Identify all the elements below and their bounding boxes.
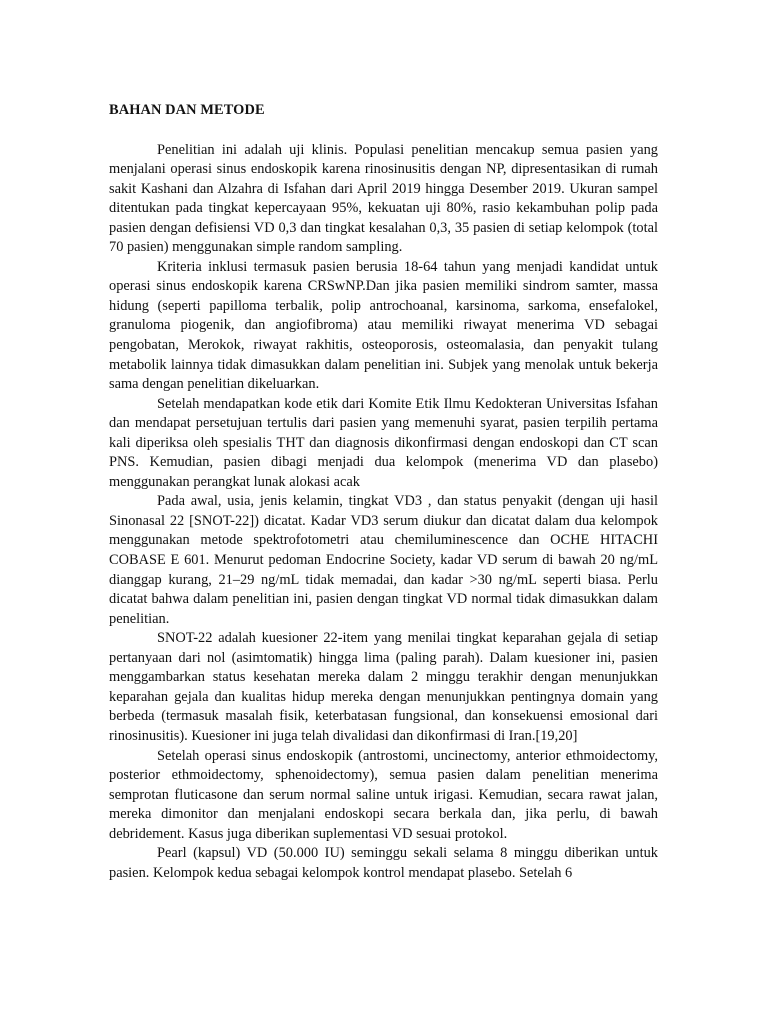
paragraph-snot22: SNOT-22 adalah kuesioner 22-item yang menilai tingkat keparahan gejala di setiap pertanyaan dari nol (asimtomatik) hingga lima (paling parah). Dalam kuesioner ini, pasien menggambarkan status kesehatan mereka dalam 2 minggu terakhir dengan menunjukkan keparahan gejala dan kualitas hidup mereka dengan menunjukkan pentingnya domain yang berbeda (termasuk masalah fisik, keterbatasan fungsional, dan konsekuensi emosional dari rinosinusitis). Kuesioner ini juga telah divalidasi dan dikonfirmasi di Iran.[19,20] bbox=[109, 630, 658, 744]
paragraph-ethics-allocation: Setelah mendapatkan kode etik dari Komite Etik Ilmu Kedokteran Universitas Isfahan dan mendapat persetujuan tertulis dari pasien yang memenuhi syarat, pasien terpilih pertama kali diperiksa oleh spesialis THT dan diagnosis dikonfirmasi dengan endoskopi dan CT scan PNS. Kemudian, pasien dibagi menjadi dua kelompok (menerima VD dan plasebo) menggunakan perangkat lunak alokasi acak bbox=[109, 395, 658, 490]
section-heading: BAHAN DAN METODE bbox=[109, 102, 265, 118]
document-body bbox=[109, 101, 658, 883]
paragraph-intervention: Pearl (kapsul) VD (50.000 IU) seminggu sekali selama 8 minggu diberikan untuk pasien. Kelompok kedua sebagai kelompok kontrol mendapat plasebo. Setelah 6 bbox=[109, 845, 658, 881]
paragraph-inclusion-criteria: Kriteria inklusi termasuk pasien berusia 18-64 tahun yang menjadi kandidat untuk operasi sinus endoskopik karena CRSwNP.Dan jika pasien memiliki sindrom samter, massa hidung (seperti papilloma terbalik, polip antrochoanal, karsinoma, sarkoma, ensefalokel, granuloma piogenik, dan angiofibroma) atau memiliki riwayat menerima VD sebagai pengobatan, Merokok, riwayat rakhitis, osteoporosis, osteomalasia, dan penyakit tulang metabolik lainnya tidak dimasukkan dalam penelitian ini. Subjek yang menolak untuk bekerja sama dengan penelitian dikeluarkan. bbox=[109, 258, 658, 393]
paragraph-study-design: Penelitian ini adalah uji klinis. Populasi penelitian mencakup semua pasien yang menjalani operasi sinus endoskopik karena rinosinusitis dengan NP, dipresentasikan di rumah sakit Kashani dan Alzahra di Isfahan dari April 2019 hingga Desember 2019. Ukuran sampel ditentukan pada tingkat kepercayaan 95%, kekuatan uji 80%, rasio kekambuhan polip pada pasien dengan defisiensi VD 0,3 dan tingkat kesalahan 0,3, 35 pasien di setiap kelompok (total 70 pasien) menggunakan simple random sampling. bbox=[109, 141, 658, 256]
paragraph-postoperative-care: Setelah operasi sinus endoskopik (antrostomi, uncinectomy, anterior ethmoidectomy, posterior ethmoidectomy, sphenoidectomy), semua pasien dalam penelitian menerima semprotan fluticasone dan serum normal saline untuk irigasi. Kemudian, secara rawat jalan, mereka dimonitor dan menjalani endoskopi secara berkala dan, jika perlu, di bawah debridement. Kasus juga diberikan suplementasi VD sesuai protokol. bbox=[109, 747, 658, 842]
paragraph-baseline-measurement: Pada awal, usia, jenis kelamin, tingkat VD3 , dan status penyakit (dengan uji hasil Sinonasal 22 [SNOT-22]) dicatat. Kadar VD3 serum diukur dan dicatat dalam dua kelompok menggunakan metode spektrofotometri atau chemiluminescence dan OCHE HITACHI COBASE E 601. Menurut pedoman Endocrine Society, kadar VD serum di bawah 20 ng/mL dianggap kurang, 21–29 ng/mL tidak memadai, dan kadar >30 ng/mL seperti biasa. Perlu dicatat bahwa dalam penelitian ini, pasien dengan tingkat VD normal tidak dimasukkan dalam penelitian. bbox=[109, 493, 658, 627]
